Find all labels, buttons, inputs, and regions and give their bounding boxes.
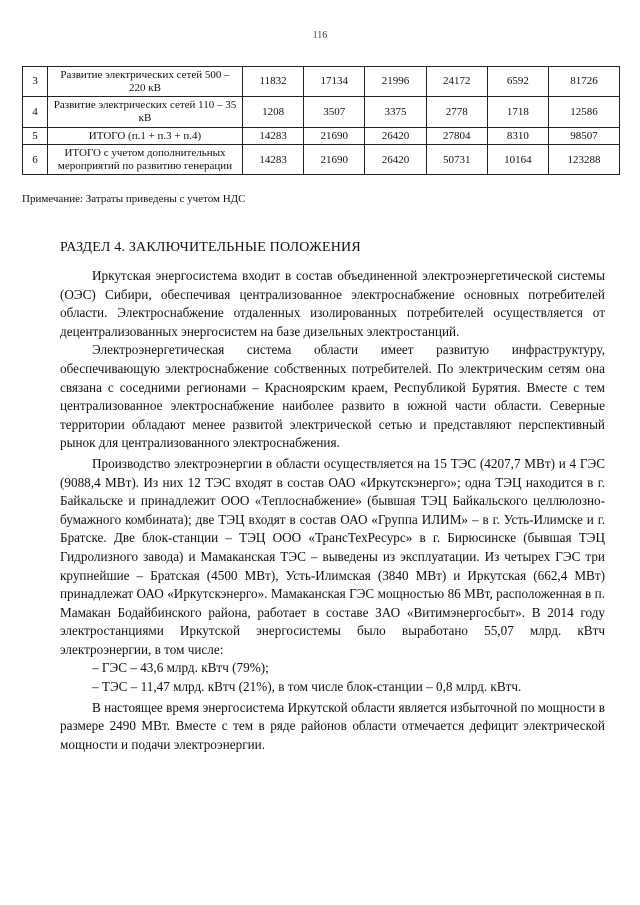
- table-cell: 14283: [243, 145, 304, 175]
- row-number: 4: [23, 97, 48, 127]
- table-cell: 1718: [487, 97, 548, 127]
- table-cell: 2778: [426, 97, 487, 127]
- paragraph: Производство электроэнергии в области осуществляется на 15 ТЭС (4207,7 МВт) и 4 ГЭС (9088,4 МВт). Из них 12 ТЭС входят в состав ОАО «Иркутскэнерго»; одна ТЭЦ находится в г. Байкальске и принадлежит ООО «Теплоснабжение» (бывшая ТЭЦ Байкальского целлюлозно-бумажного комбината); две ТЭЦ входят в состав ОАО «Группа ИЛИМ» – в г. Усть-Илимске и г. Братске. Две блок-станции – ТЭЦ ООО «ТрансТехРесурс» в г. Бирюсинске (бывшая ТЭЦ Гидролизного завода) и Мамаканская ТЭС – выведены из эксплуатации. Из четырех ГЭС три крупнейшие – Братская (4500 МВт), Усть-Илимская (3840 МВт) и Иркутская (662,4 МВт) принадлежат ОАО «Иркутскэнерго». Мамаканская ГЭС мощностью 86 МВт, расположенная в п. Мамакан Бодайбинского района, работает в составе ЗАО «Витимэнергосбыт». В 2014 году электростанциями Иркутской энергосистемы было выработано 55,07 млрд. кВтч электроэнергии, в том числе:: [60, 455, 605, 657]
- table-note: Примечание: Затраты приведены с учетом НДС: [22, 193, 246, 205]
- row-name: Развитие электрических сетей 110 – 35 кВ: [48, 97, 243, 127]
- table-cell: 8310: [487, 127, 548, 145]
- row-name: ИТОГО с учетом дополнительных мероприятий по развитию генерации: [48, 145, 243, 175]
- list-item: – ТЭС – 11,47 млрд. кВтч (21%), в том числе блок-станции – 0,8 млрд. кВтч.: [92, 679, 522, 695]
- table-row: [23, 97, 620, 127]
- list-item: – ГЭС – 43,6 млрд. кВтч (79%);: [92, 660, 269, 676]
- table-cell: 123288: [549, 145, 620, 175]
- table-cell: 3375: [365, 97, 426, 127]
- section-title: РАЗДЕЛ 4. ЗАКЛЮЧИТЕЛЬНЫЕ ПОЛОЖЕНИЯ: [60, 240, 361, 255]
- table-cell: 10164: [487, 145, 548, 175]
- table-cell: 11832: [243, 67, 304, 97]
- table-row: [23, 145, 620, 175]
- table-cell: 27804: [426, 127, 487, 145]
- table-cell: 17134: [304, 67, 365, 97]
- table-cell: 26420: [365, 127, 426, 145]
- table-cell: 12586: [549, 97, 620, 127]
- table-cell: 3507: [304, 97, 365, 127]
- table-cell: 1208: [243, 97, 304, 127]
- page-number: 116: [312, 30, 328, 41]
- table-cell: 21690: [304, 145, 365, 175]
- section-body: [60, 267, 605, 754]
- cost-table: [22, 66, 620, 175]
- table-cell: 50731: [426, 145, 487, 175]
- row-name: ИТОГО (п.1 + п.3 + п.4): [48, 127, 243, 145]
- row-number: 6: [23, 145, 48, 175]
- row-number: 3: [23, 67, 48, 97]
- row-number: 5: [23, 127, 48, 145]
- table-cell: 21690: [304, 127, 365, 145]
- table-cell: 6592: [487, 67, 548, 97]
- paragraph: Иркутская энергосистема входит в состав объединенной электроэнергетической системы (ОЭС) Сибири, обеспечивая централизованное электроснабжение основных потребителей области. Электроснабжение отдаленных изолированных потребителей осуществляется от децентрализованных энергосистем на базе дизельных электростанций.: [60, 268, 605, 339]
- table-cell: 24172: [426, 67, 487, 97]
- row-name: Развитие электрических сетей 500 – 220 кВ: [48, 67, 243, 97]
- table-row: [23, 127, 620, 145]
- table-cell: 21996: [365, 67, 426, 97]
- table-cell: 14283: [243, 127, 304, 145]
- table-cell: 81726: [549, 67, 620, 97]
- table-cell: 26420: [365, 145, 426, 175]
- table-cell: 98507: [549, 127, 620, 145]
- paragraph: В настоящее время энергосистема Иркутской области является избыточной по мощности в размере 2490 МВт. Вместе с тем в ряде районов области отмечается дефицит электрической мощности и подачи электроэнергии.: [60, 699, 605, 752]
- table-row: [23, 67, 620, 97]
- paragraph: Электроэнергетическая система области имеет развитую инфраструктуру, обеспечивающую электроснабжение собственных потребителей. По электрическим сетям она связана с соседними регионами – Красноярским краем, Республикой Бурятия. Вместе с тем централизованное электроснабжение наиболее развито в южной части области. Северные территории обладают менее развитой электрической сетью и представляют перспективный рынок для централизованного электроснабжения.: [60, 342, 605, 451]
